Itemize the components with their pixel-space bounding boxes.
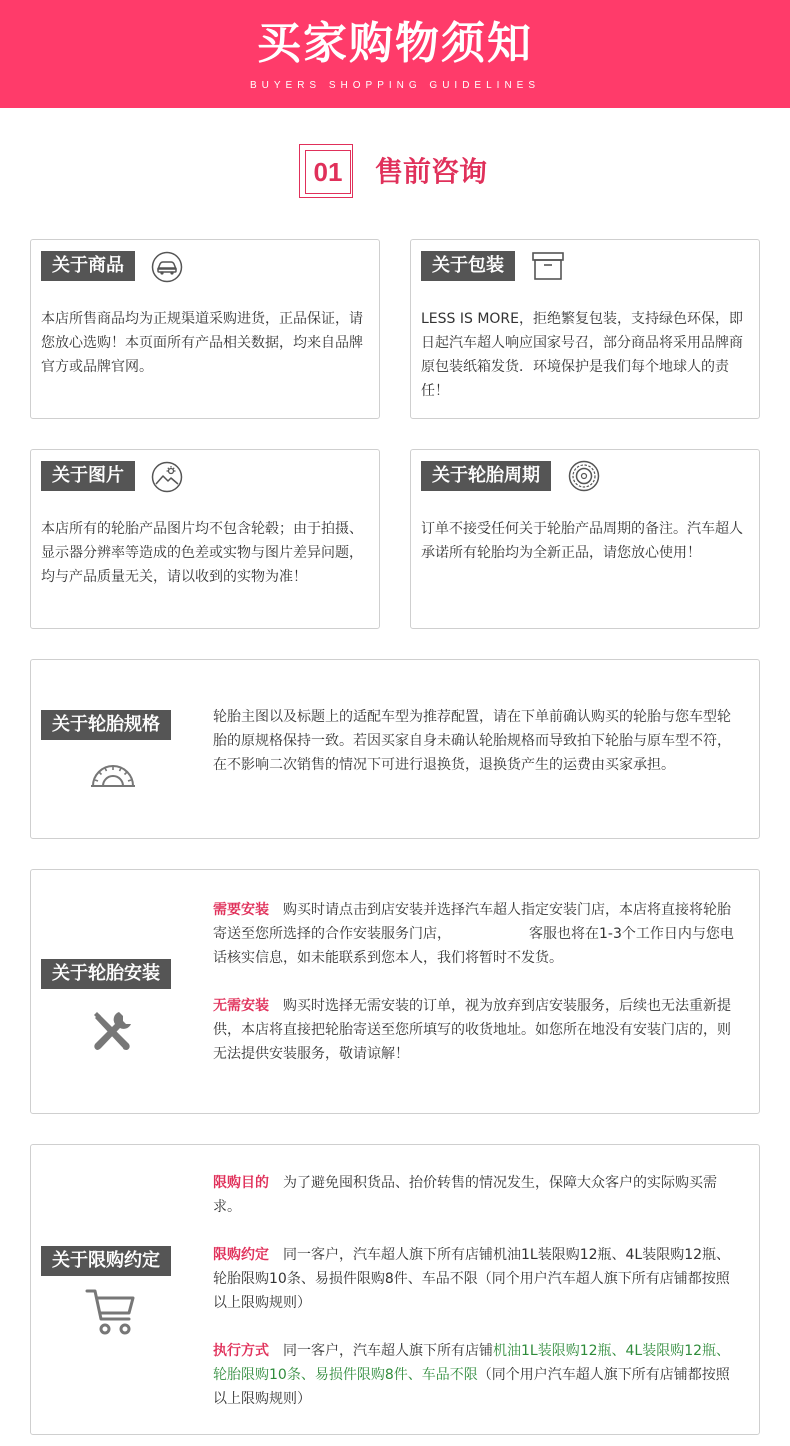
card-goods-tag: 关于商品 <box>41 251 135 281</box>
section-number-frame <box>299 144 353 198</box>
limit-exec-label: 执行方式 <box>213 1343 269 1359</box>
card-purchase-limit-tag: 关于限购约定 <box>41 1246 171 1276</box>
cart-icon <box>85 1287 137 1337</box>
card-tire-spec-tag: 关于轮胎规格 <box>41 710 171 740</box>
limit-purpose-label: 限购目的 <box>213 1175 269 1191</box>
page-title: 买家购物须知 <box>257 18 533 69</box>
card-tire-cycle-tag: 关于轮胎周期 <box>421 461 551 491</box>
card-tire-install-text <box>213 898 743 1066</box>
card-purchase-limit <box>30 1144 760 1435</box>
install-required-text-1: 购买时请点击到店安装并选择汽车超人指定安装门店，本店将直接将轮胎寄送至您所选择的合作安装服务门店， <box>213 902 731 942</box>
limit-rule-label: 限购约定 <box>213 1247 269 1263</box>
card-tire-cycle <box>410 449 760 629</box>
image-icon <box>151 461 183 493</box>
tools-icon <box>89 1008 135 1054</box>
install-none-text: 购买时选择无需安装的订单，视为放弃到店安装服务，后续也无法重新提供，本店将直接把轮胎寄送至您所填写的收货地址。如您所在地没有安装门店的，则无法提供安装服务，敬请谅解！ <box>213 998 731 1062</box>
card-packaging <box>410 239 760 419</box>
card-tire-spec-text: 轮胎主图以及标题上的适配车型为推荐配置，请在下单前确认购买的轮胎与您车型轮胎的原规格保持一致。若因买家自身未确认轮胎规格而导致拍下轮胎与原车型不符，在不影响二次销售的情况下可进行退换货，退换货产生的运费由买家承担。 <box>213 709 731 773</box>
card-tire-spec <box>30 659 760 839</box>
install-required-text-2: 客服 <box>529 926 557 942</box>
section-heading <box>299 144 529 204</box>
card-packaging-tag: 关于包装 <box>421 251 515 281</box>
limit-exec-text-1: 同一客户，汽车超人旗下所有店铺 <box>283 1343 493 1359</box>
card-images <box>30 449 380 629</box>
install-none-label: 无需安装 <box>213 998 269 1014</box>
install-none-paragraph <box>213 994 743 1066</box>
page-subtitle: BUYERS SHOPPING GUIDELINES <box>249 80 541 91</box>
card-tire-cycle-text: 订单不接受任何关于轮胎产品周期的备注。汽车超人承诺所有轮胎均为全新正品，请您放心使用！ <box>421 521 743 561</box>
limit-purpose-text: 为了避免囤积货品、抬价转售的情况发生，保障大众客户的实际购买需求。 <box>213 1175 717 1215</box>
section-title: 售前咨询 <box>375 155 488 188</box>
card-purchase-limit-text <box>213 1171 743 1411</box>
limit-rule-paragraph <box>213 1243 743 1315</box>
box-icon <box>531 251 565 281</box>
card-images-tag: 关于图片 <box>41 461 135 491</box>
install-required-text-3: 也将在1-3个工作日内与您电话核实信息，如未能联系到您本人，我们将暂时不发货。 <box>213 926 734 966</box>
card-tire-install <box>30 869 760 1114</box>
limit-purpose-paragraph <box>213 1171 743 1219</box>
limit-exec-highlight: 机油1L装限购12瓶、4L装限购12瓶、轮胎限购10条、易损件限购8件、车品不限 <box>213 1343 731 1383</box>
card-goods-text: 本店所售商品均为正规渠道采购进货，正品保证，请您放心选购！本页面所有产品相关数据，均来自品牌官方或品牌官网。 <box>41 311 363 375</box>
section-number: 01 <box>305 150 351 194</box>
card-tire-install-tag: 关于轮胎安装 <box>41 959 171 989</box>
car-icon <box>151 251 183 283</box>
header-banner <box>0 0 790 108</box>
limit-exec-paragraph <box>213 1339 743 1411</box>
install-required-label: 需要安装 <box>213 902 269 918</box>
card-packaging-text: LESS IS MORE，拒绝繁复包装，支持绿色环保，即日起汽车超人响应国家号召，部分商品将采用品牌商原包装纸箱发货．环境保护是我们每个地球人的责任！ <box>421 311 744 399</box>
limit-rule-text: 同一客户，汽车超人旗下所有店铺机油1L装限购12瓶、4L装限购12瓶、轮胎限购10条、易损件限购8件、车品不限（同个用户汽车超人旗下所有店铺都按照以上限购规则） <box>213 1247 731 1311</box>
protractor-icon <box>89 758 137 790</box>
card-goods <box>30 239 380 419</box>
tire-icon <box>568 460 600 492</box>
install-required-paragraph <box>213 898 743 970</box>
card-images-text: 本店所有的轮胎产品图片均不包含轮毂；由于拍摄、显示器分辨率等造成的色差或实物与图片差异问题，均与产品质量无关，请以收到的实物为准！ <box>41 521 363 585</box>
limit-exec-text-2: （同个用户汽车超人旗下所有店铺都按照以上限购规则） <box>213 1367 730 1407</box>
